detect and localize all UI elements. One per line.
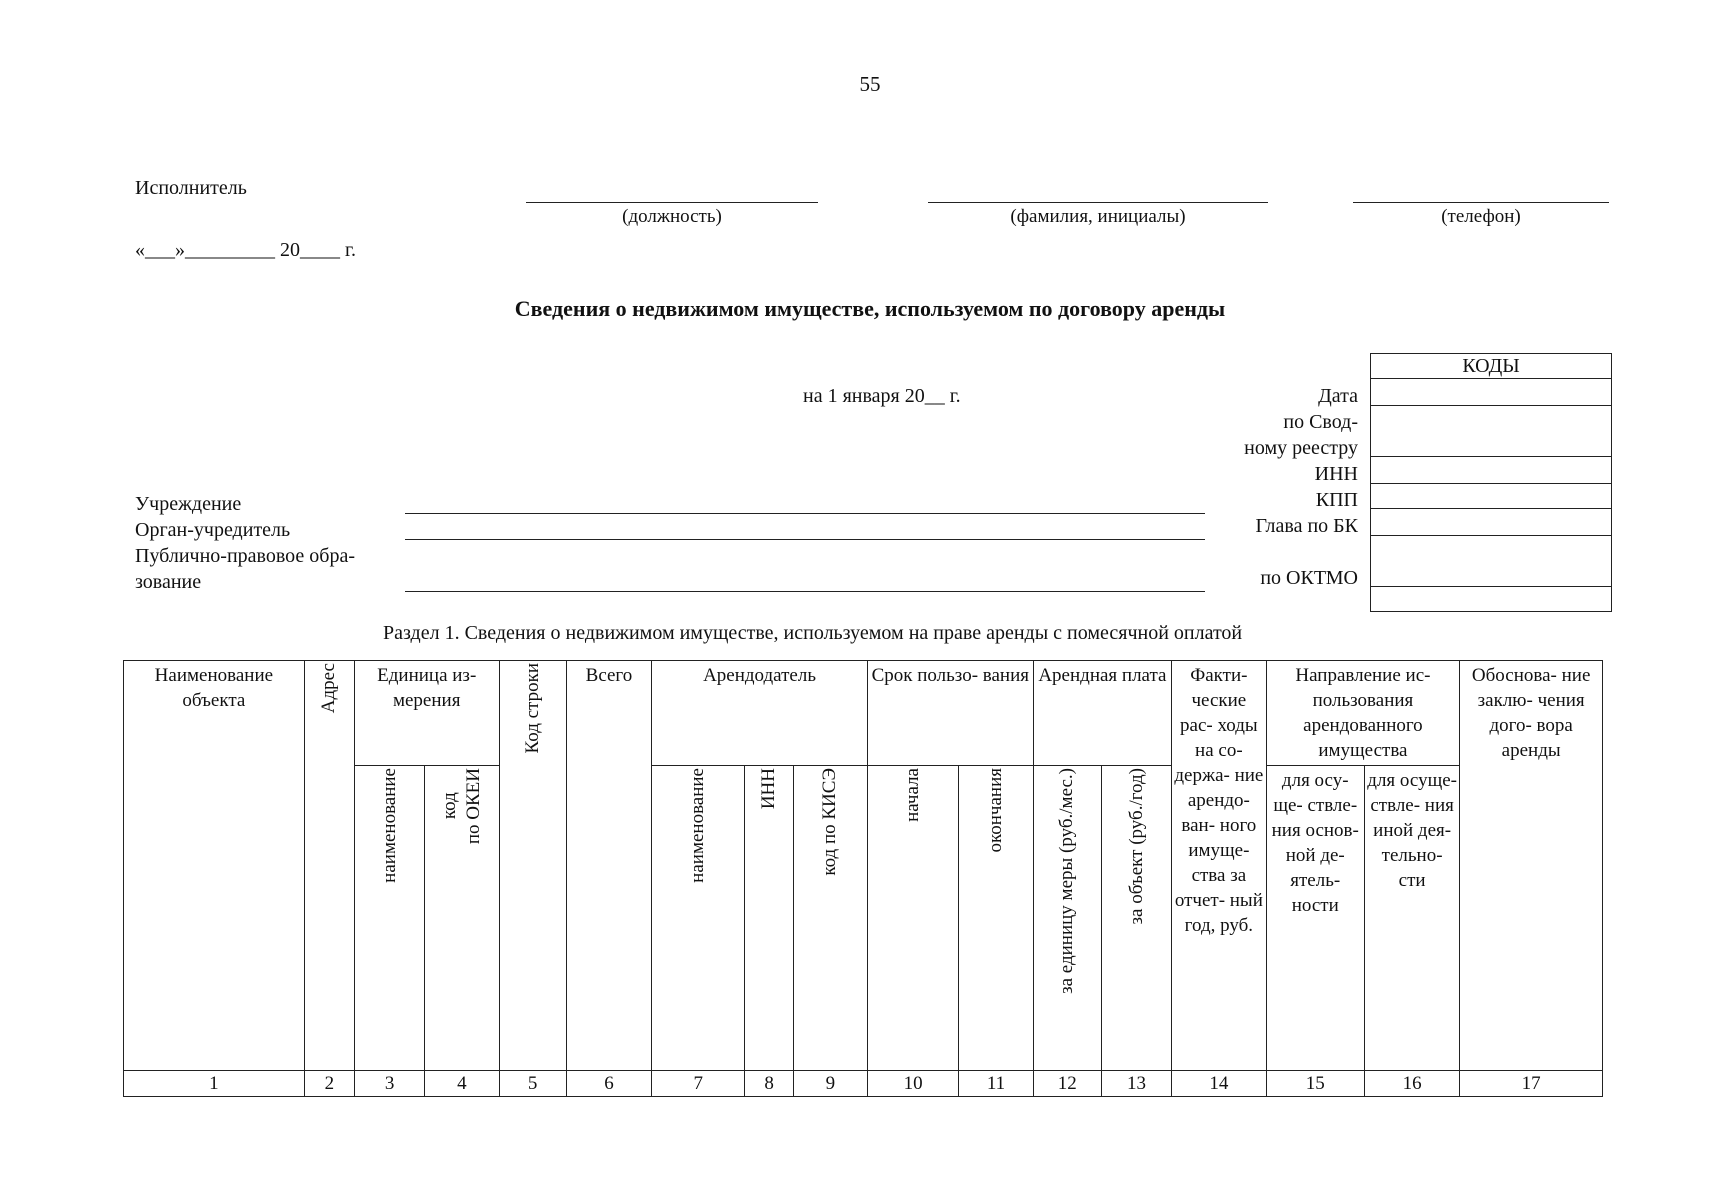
phone-line[interactable] <box>1353 202 1609 203</box>
position-line[interactable] <box>526 202 818 203</box>
col-number: 17 <box>1460 1071 1603 1097</box>
col-number: 3 <box>354 1071 424 1097</box>
code-label-bk: Глава по БК <box>1255 515 1358 537</box>
document-title: Сведения о недвижимом имуществе, используемом по договору аренды <box>514 296 1226 321</box>
code-label-kpp: КПП <box>1315 489 1358 511</box>
header-rent-per-object: за объект (руб./год) <box>1101 766 1171 1071</box>
code-label-oktmo: по ОКТМО <box>1260 567 1358 589</box>
institution-label: Учреждение <box>135 493 242 515</box>
header-unit-name: наименование <box>354 766 424 1071</box>
executor-date[interactable]: «___»_________ 20____ г. <box>135 239 356 261</box>
header-address: Адрес <box>304 661 354 1071</box>
public-entity-label-2: зование <box>135 571 202 593</box>
header-actual-expenses: Факти- ческие рас- ходы на со- держа- ние арендо- ван- ного имуще- ства за отчет- ный год, руб. <box>1172 661 1266 1071</box>
header-lessor-kise: код по КИСЭ <box>793 766 867 1071</box>
as-of-date: на 1 января 20__ г. <box>803 385 961 407</box>
header-rent-per-unit: за единицу меры (руб./мес.) <box>1033 766 1101 1071</box>
header-term-end: окончания <box>959 766 1033 1071</box>
header-lessor-name: наименование <box>652 766 745 1071</box>
institution-line[interactable] <box>405 513 1205 514</box>
header-unit-okei: код по ОКЕИ <box>425 766 499 1071</box>
header-lessor-inn: ИНН <box>745 766 793 1071</box>
codes-header: КОДЫ <box>1371 354 1611 379</box>
code-cell-extra[interactable] <box>1371 586 1611 611</box>
executor-label: Исполнитель <box>135 177 247 199</box>
col-number: 2 <box>304 1071 354 1097</box>
col-number: 10 <box>867 1071 958 1097</box>
header-total: Всего <box>566 661 651 1071</box>
code-cell-kpp[interactable] <box>1371 483 1611 508</box>
col-number: 13 <box>1101 1071 1171 1097</box>
col-number: 9 <box>793 1071 867 1097</box>
col-number: 1 <box>124 1071 305 1097</box>
code-label-registry-1: по Свод- <box>1283 411 1358 433</box>
code-cell-oktmo[interactable] <box>1371 535 1611 586</box>
header-justification: Обоснова- ние заклю- чения дого- вора аренды <box>1460 661 1603 1071</box>
name-line[interactable] <box>928 202 1268 203</box>
code-label-date: Дата <box>1318 385 1358 407</box>
phone-caption: (телефон) <box>1441 206 1521 227</box>
founder-line[interactable] <box>405 539 1205 540</box>
header-rent: Арендная плата <box>1033 661 1172 766</box>
page-number: 55 <box>859 72 881 96</box>
col-number: 11 <box>959 1071 1033 1097</box>
header-row-code: Код строки <box>499 661 566 1071</box>
header-direction-other: для осуще- ствле- ния иной дея- тельно- сти <box>1364 766 1459 1071</box>
col-number: 6 <box>566 1071 651 1097</box>
header-term: Срок пользо- вания <box>867 661 1033 766</box>
section-title: Раздел 1. Сведения о недвижимом имуществе, используемом на праве аренды с помесячной оплатой <box>383 622 1243 644</box>
col-number: 14 <box>1172 1071 1266 1097</box>
position-caption: (должность) <box>622 206 722 227</box>
col-number: 12 <box>1033 1071 1101 1097</box>
code-cell-date[interactable] <box>1371 379 1611 405</box>
col-number: 4 <box>425 1071 499 1097</box>
col-number: 8 <box>745 1071 793 1097</box>
header-direction: Направление ис- пользования арендованного имущества <box>1266 661 1460 766</box>
col-number: 7 <box>652 1071 745 1097</box>
header-direction-main: для осу- ще- ствле- ния основ- ной де- ятель- ности <box>1266 766 1364 1071</box>
public-entity-line[interactable] <box>405 591 1205 592</box>
header-object-name: Наименование объекта <box>124 661 305 1071</box>
public-entity-label-1: Публично-правовое обра- <box>135 545 355 567</box>
header-term-start: начала <box>867 766 958 1071</box>
code-cell-inn[interactable] <box>1371 456 1611 483</box>
code-cell-bk[interactable] <box>1371 508 1611 535</box>
codes-box <box>1370 353 1612 612</box>
col-number: 5 <box>499 1071 566 1097</box>
code-label-registry-2: ному реестру <box>1244 437 1358 459</box>
header-unit: Единица из- мерения <box>354 661 499 766</box>
rental-property-table <box>123 660 1603 1097</box>
header-lessor: Арендодатель <box>652 661 868 766</box>
name-caption: (фамилия, инициалы) <box>1010 206 1186 227</box>
founder-label: Орган-учредитель <box>135 519 291 541</box>
column-numbers-row <box>124 1071 1603 1097</box>
code-cell-registry[interactable] <box>1371 405 1611 456</box>
col-number: 15 <box>1266 1071 1364 1097</box>
col-number: 16 <box>1364 1071 1459 1097</box>
code-label-inn: ИНН <box>1314 463 1358 485</box>
